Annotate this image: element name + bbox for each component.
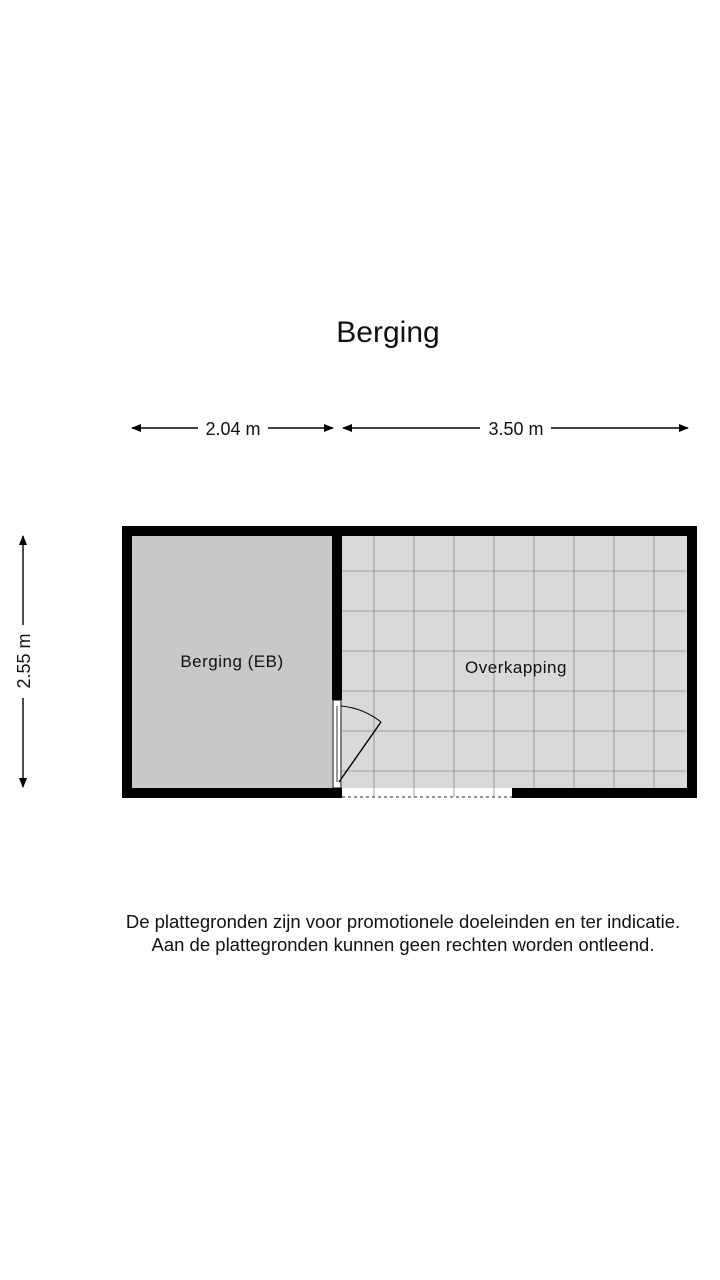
disclaimer-line-1: De plattegronden zijn voor promotionele doeleinden en ter indicatie. [125, 911, 681, 932]
disclaimer-line-2: Aan de plattegronden kunnen geen rechten worden ontleend. [151, 934, 655, 955]
wall-bottom-right [512, 788, 697, 798]
dimension-width-left [132, 419, 333, 439]
plan-title: Berging [336, 316, 440, 349]
wall-bottom-left [122, 788, 342, 798]
wall-right [687, 526, 697, 798]
dimension-label-width-left: 2.04 m [205, 419, 261, 439]
wall-divider [332, 526, 342, 700]
dimension-width-right [343, 419, 688, 439]
dimension-label-depth: 2.55 m [14, 633, 34, 689]
wall-top [122, 526, 697, 536]
room-label-canopy: Overkapping [465, 658, 567, 677]
wall-left [122, 526, 132, 798]
dimension-label-width-right: 3.50 m [488, 419, 544, 439]
disclaimer [88, 910, 718, 956]
dimension-depth [14, 536, 34, 787]
room-label-storage: Berging (EB) [180, 652, 284, 671]
